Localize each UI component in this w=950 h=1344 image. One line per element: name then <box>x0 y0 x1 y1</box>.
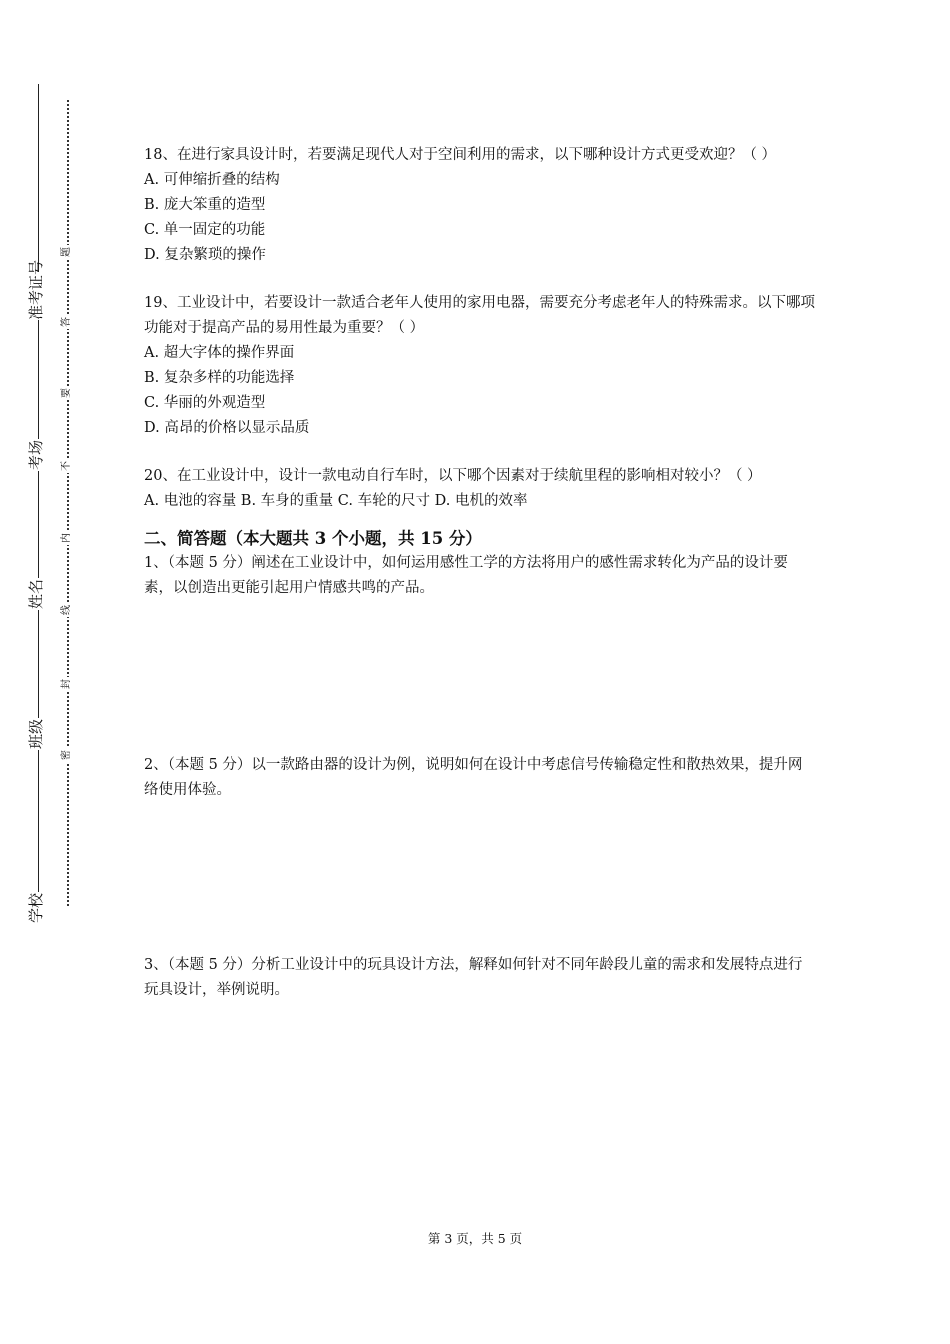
binding-line-solid <box>38 84 39 924</box>
seal-char: 内 <box>61 533 72 543</box>
question-stem: 18、在进行家具设计时，若要满足现代人对于空间利用的需求，以下哪种设计方式更受欢迎？（ ） <box>144 147 777 163</box>
question-stem: 20、在工业设计中，设计一款电动自行车时，以下哪个因素对于续航里程的影响相对较小？（ ） <box>144 468 762 484</box>
question-stem: 19、工业设计中，若要设计一款适合老年人使用的家用电器，需要充分考虑老年人的特殊需求。以下哪项功能对于提高产品的易用性最为重要？（ ） <box>144 295 815 336</box>
options-inline: A. 电池的容量 B. 车身的重量 C. 车轮的尺寸 D. 电机的效率 <box>144 493 528 509</box>
binding-line-dotted <box>67 100 69 906</box>
option-b: B. 复杂多样的功能选择 <box>144 370 295 386</box>
seal-char: 不 <box>61 461 72 471</box>
question-20 <box>144 464 816 514</box>
short-answer-1: 1、（本题 5 分）阐述在工业设计中，如何运用感性工学的方法将用户的感性需求转化为产品的设计要素，以创造出更能引起用户情感共鸣的产品。 <box>144 555 788 596</box>
option-a: A. 可伸缩折叠的结构 <box>144 172 280 188</box>
section-title: 二、简答题（本大题共 3 个小题，共 15 分） <box>144 529 482 548</box>
short-answer-2: 2、（本题 5 分）以一款路由器的设计为例，说明如何在设计中考虑信号传输稳定性和散热效果，提升网络使用体验。 <box>144 757 803 798</box>
field-label-exam-number: 准考证号 <box>27 259 45 320</box>
field-label-name: 姓名 <box>27 579 45 610</box>
option-b: B. 庞大笨重的造型 <box>144 197 266 213</box>
field-label-class: 班级 <box>27 719 45 750</box>
question-19 <box>144 291 816 441</box>
option-d: D. 复杂繁琐的操作 <box>144 247 266 263</box>
field-label-exam-room: 考场 <box>27 440 45 471</box>
seal-char: 密 <box>61 750 72 760</box>
short-answer-3: 3、（本题 5 分）分析工业设计中的玩具设计方法，解释如何针对不同年龄段儿童的需求和发展特点进行玩具设计，举例说明。 <box>144 957 803 998</box>
seal-char: 封 <box>61 679 72 689</box>
seal-char: 线 <box>61 605 72 615</box>
answer-space <box>144 803 816 953</box>
option-a: A. 超大字体的操作界面 <box>144 345 295 361</box>
option-d: D. 高昂的价格以显示品质 <box>144 420 310 436</box>
question-18 <box>144 143 816 268</box>
seal-char: 答 <box>61 317 72 327</box>
option-c: C. 单一固定的功能 <box>144 222 266 238</box>
exam-content <box>144 143 816 1003</box>
field-label-school: 学校 <box>27 893 45 924</box>
seal-char: 题 <box>61 247 72 257</box>
page-footer: 第 3 页，共 5 页 <box>427 1231 523 1246</box>
answer-space <box>144 601 816 753</box>
option-c: C. 华丽的外观造型 <box>144 395 266 411</box>
seal-char: 要 <box>61 388 72 398</box>
